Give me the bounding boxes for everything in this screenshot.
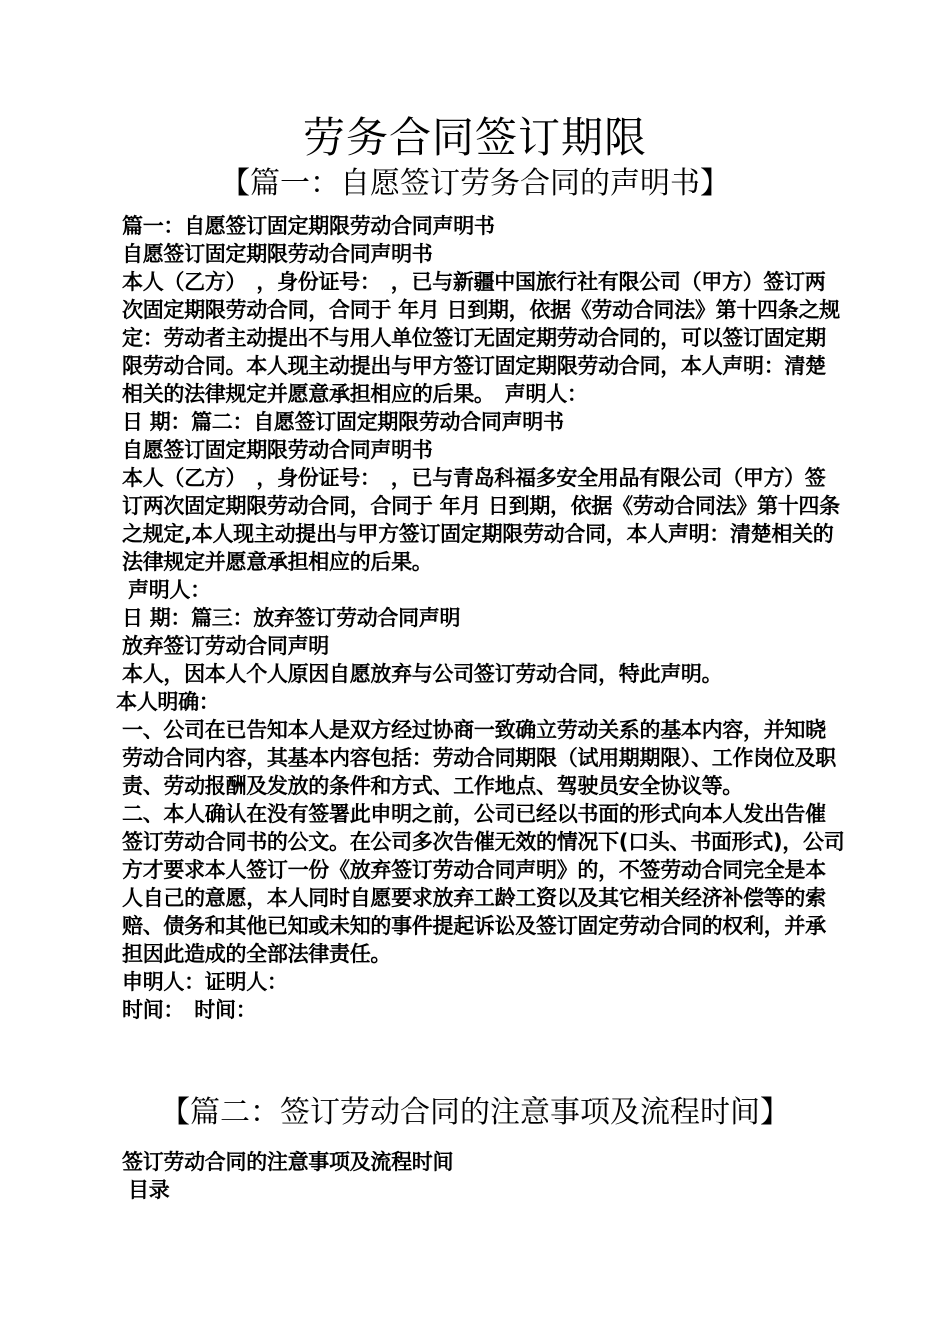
paragraph: 本人（乙方） ，身份证号： ，已与新疆中国旅行社有限公司（甲方）签订两次固定期限劳动合同，合同于 年月 日到期，依据《劳动合同法》第十四条之规定：劳动者主动提出不与用人单位签订无固定期劳动合同的，可以签订固定期限劳动合同。本人现主动提出与甲方签订固定期限劳动合同，本人声明：清楚相关的法律规定并愿意承担相应的后果。 声明人： — [122, 270, 840, 406]
paragraph: 申明人：证明人： — [122, 970, 288, 994]
paragraph: 声明人： — [128, 578, 211, 602]
paragraph: 本人，因本人个人原因自愿放弃与公司签订劳动合同，特此声明。 — [122, 662, 723, 686]
paragraph: 自愿签订固定期限劳动合同声明书 — [122, 438, 433, 462]
paragraph: 时间： 时间： — [122, 998, 257, 1022]
paragraph: 放弃签订劳动合同声明 — [122, 634, 329, 658]
paragraph: 二、本人确认在没有签署此申明之前，公司已经以书面的形式向本人发出告催签订劳动合同书的公文。在公司多次告催无效的情况下(口头、书面形式)，公司方才要求本人签订一份《放弃签订劳动合同声明》的，不签劳动合同完全是本人自己的意愿，本人同时自愿要求放弃工龄工资以及其它相关经济补偿等的索赔、债务和其他已知或未知的事件提起诉讼及签订固定劳动合同的权利，并承担因此造成的全部法律责任。 — [122, 802, 845, 966]
paragraph: 日 期：篇三：放弃签订劳动合同声明 — [122, 606, 461, 630]
document-title: 劳务合同签订期限 — [302, 113, 647, 162]
paragraph: 一、公司在已告知本人是双方经过协商一致确立劳动关系的基本内容，并知晓劳动合同内容，其基本内容包括：劳动合同期限（试用期期限）、工作岗位及职责、劳动报酬及发放的条件和方式、工作地点、驾驶员安全协议等。 — [122, 718, 836, 798]
paragraph: 日 期：篇二：自愿签订固定期限劳动合同声明书 — [122, 410, 564, 434]
paragraph: 自愿签订固定期限劳动合同声明书 — [122, 242, 433, 266]
paragraph: 签订劳动合同的注意事项及流程时间 — [122, 1150, 454, 1174]
section-body — [116, 1148, 846, 1204]
paragraph: 目录 — [128, 1178, 170, 1202]
document-subtitle: 【篇一：自愿签订劳务合同的声明书】 — [220, 166, 730, 201]
paragraph: 本人（乙方） ，身份证号： ，已与青岛科福多安全用品有限公司（甲方）签订两次固定期限劳动合同，合同于 年月 日到期，依据《劳动合同法》第十四条之规定,本人现主动提出与甲方签订固定期限劳动合同，本人声明：清楚相关的法律规定并愿意承担相应的后果。 — [122, 466, 840, 574]
paragraph: 篇一：自愿签订固定期限劳动合同声明书 — [122, 214, 495, 238]
document-body — [116, 212, 846, 1024]
section-heading: 【篇二：签订劳动合同的注意事项及流程时间】 — [160, 1095, 790, 1130]
paragraph: 本人明确： — [116, 690, 220, 714]
